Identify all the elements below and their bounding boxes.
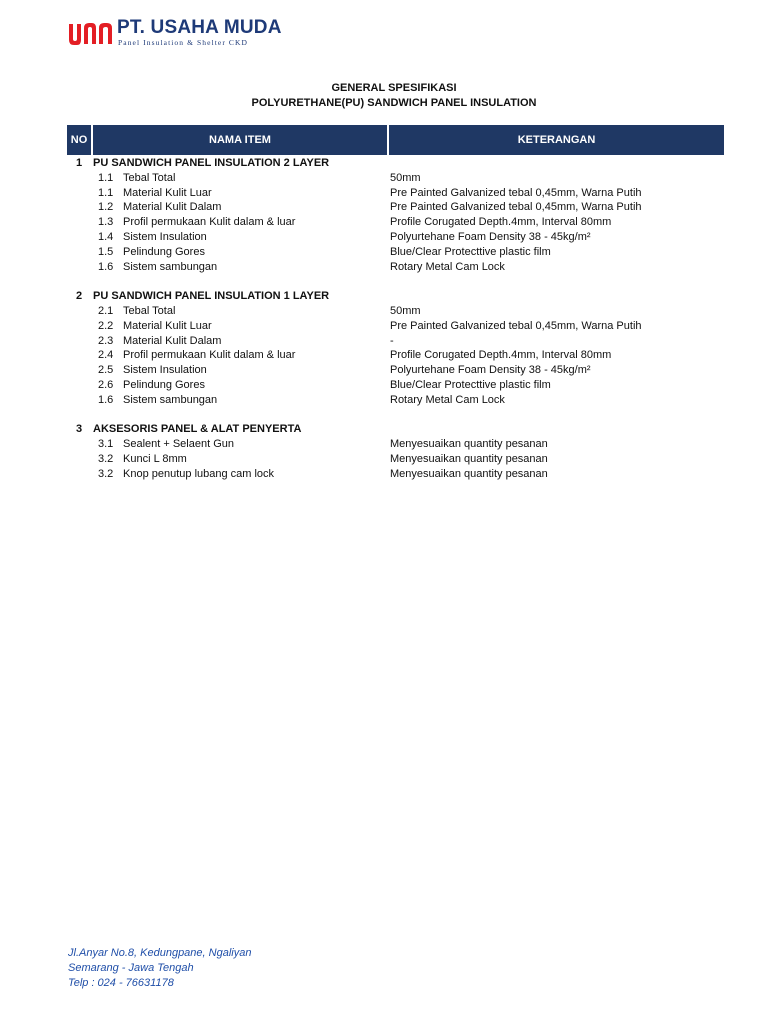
table-row [0,304,768,319]
item-keterangan: Pre Painted Galvanized tebal 0,45mm, Warna Putih [390,201,642,214]
item-number: 1.2 [98,201,114,214]
table-row [0,363,768,378]
item-name: Pelindung Gores [123,378,205,391]
item-number: 1.3 [98,216,114,229]
item-name: Material Kulit Luar [123,319,212,332]
table-row [0,334,768,349]
item-keterangan: Menyesuaikan quantity pesanan [390,438,548,451]
item-name: Profil permukaan Kulit dalam & luar [123,349,296,362]
section-number: 1 [76,157,83,169]
item-name: Pelindung Gores [123,245,205,258]
document-subtitle: POLYURETHANE(PU) SANDWICH PANEL INSULATION [251,97,537,109]
column-header-no: NO [67,125,91,155]
item-name: Material Kulit Luar [123,186,212,199]
table-row [0,319,768,334]
spec-table-body [0,156,768,482]
table-row [0,393,768,408]
item-number: 2.6 [98,378,114,391]
item-number: 2.5 [98,364,114,377]
item-name: Sistem sambungan [123,260,218,273]
item-keterangan: Rotary Metal Cam Lock [390,393,505,406]
item-name: Knop penutup lubang cam lock [123,467,275,480]
item-keterangan: Menyesuaikan quantity pesanan [390,467,548,480]
table-row [0,171,768,186]
item-keterangan: Pre Painted Galvanized tebal 0,45mm, Warna Putih [390,186,642,199]
item-number: 2.2 [98,319,114,332]
item-name: Material Kulit Dalam [123,334,222,347]
table-row [0,467,768,482]
item-number: 1.6 [98,260,114,273]
table-row [0,260,768,275]
item-number: 1.4 [98,230,114,243]
item-keterangan: 50mm [390,304,421,317]
company-name: PT. USAHA MUDA [117,17,282,38]
item-number: 2.1 [98,304,114,317]
item-name: Tebal Total [123,304,176,317]
item-name: Kunci L 8mm [123,452,187,465]
item-name: Sistem Insulation [123,364,207,377]
table-row [0,215,768,230]
company-tagline: Panel Insulation & Shelter CKD [118,38,249,47]
item-keterangan: Profile Corugated Depth.4mm, Interval 80mm [390,349,612,362]
company-logo [68,18,282,47]
item-number: 1.1 [98,171,114,184]
table-row [0,348,768,363]
table-row [0,186,768,201]
city-line: Semarang - Jawa Tengah [68,962,194,974]
table-row [0,200,768,215]
section-row [0,289,768,304]
item-number: 1.5 [98,245,114,258]
item-keterangan: Polyurtehane Foam Density 38 - 45kg/m² [390,364,591,377]
item-keterangan: Profile Corugated Depth.4mm, Interval 80mm [390,216,612,229]
table-row [0,378,768,393]
item-keterangan: Blue/Clear Protecttive plastic film [390,245,551,258]
item-keterangan: Rotary Metal Cam Lock [390,260,505,273]
phone-line: Telp : 024 - 76631178 [68,977,174,989]
section-title: PU SANDWICH PANEL INSULATION 1 LAYER [93,290,330,303]
row-spacer [0,274,768,289]
item-name: Sealent + Selaent Gun [123,438,234,451]
table-row [0,245,768,260]
item-keterangan: Blue/Clear Protecttive plastic film [390,378,551,391]
document-title: GENERAL SPESIFIKASI [331,82,457,94]
item-name: Material Kulit Dalam [123,201,222,214]
section-number: 2 [76,290,83,303]
usaha-muda-logo-icon [68,20,114,46]
table-row [0,437,768,452]
item-name: Profil permukaan Kulit dalam & luar [123,216,296,229]
item-number: 2.4 [98,349,114,362]
item-number: 3.1 [98,438,114,451]
section-number: 3 [76,423,83,436]
item-name: Tebal Total [123,171,176,184]
item-number: 3.2 [98,467,114,480]
item-keterangan: 50mm [390,171,421,184]
address-line: Jl.Anyar No.8, Kedungpane, Ngaliyan [68,947,252,959]
item-number: 1.6 [98,393,114,406]
table-row [0,230,768,245]
table-row [0,452,768,467]
item-name: Sistem Insulation [123,230,207,243]
item-number: 3.2 [98,452,114,465]
section-row [0,156,768,171]
section-row [0,422,768,437]
section-title: AKSESORIS PANEL & ALAT PENYERTA [93,423,302,436]
item-keterangan: - [390,334,394,347]
item-number: 2.3 [98,334,114,347]
item-keterangan: Pre Painted Galvanized tebal 0,45mm, Warna Putih [390,319,642,332]
table-header [67,125,724,155]
item-keterangan: Menyesuaikan quantity pesanan [390,452,548,465]
company-address [68,946,251,991]
row-spacer [0,408,768,423]
column-header-keterangan: KETERANGAN [389,125,724,155]
item-keterangan: Polyurtehane Foam Density 38 - 45kg/m² [390,230,591,243]
section-title: PU SANDWICH PANEL INSULATION 2 LAYER [93,157,330,169]
item-number: 1.1 [98,186,114,199]
item-name: Sistem sambungan [123,393,218,406]
column-header-nama-item: NAMA ITEM [93,125,387,155]
